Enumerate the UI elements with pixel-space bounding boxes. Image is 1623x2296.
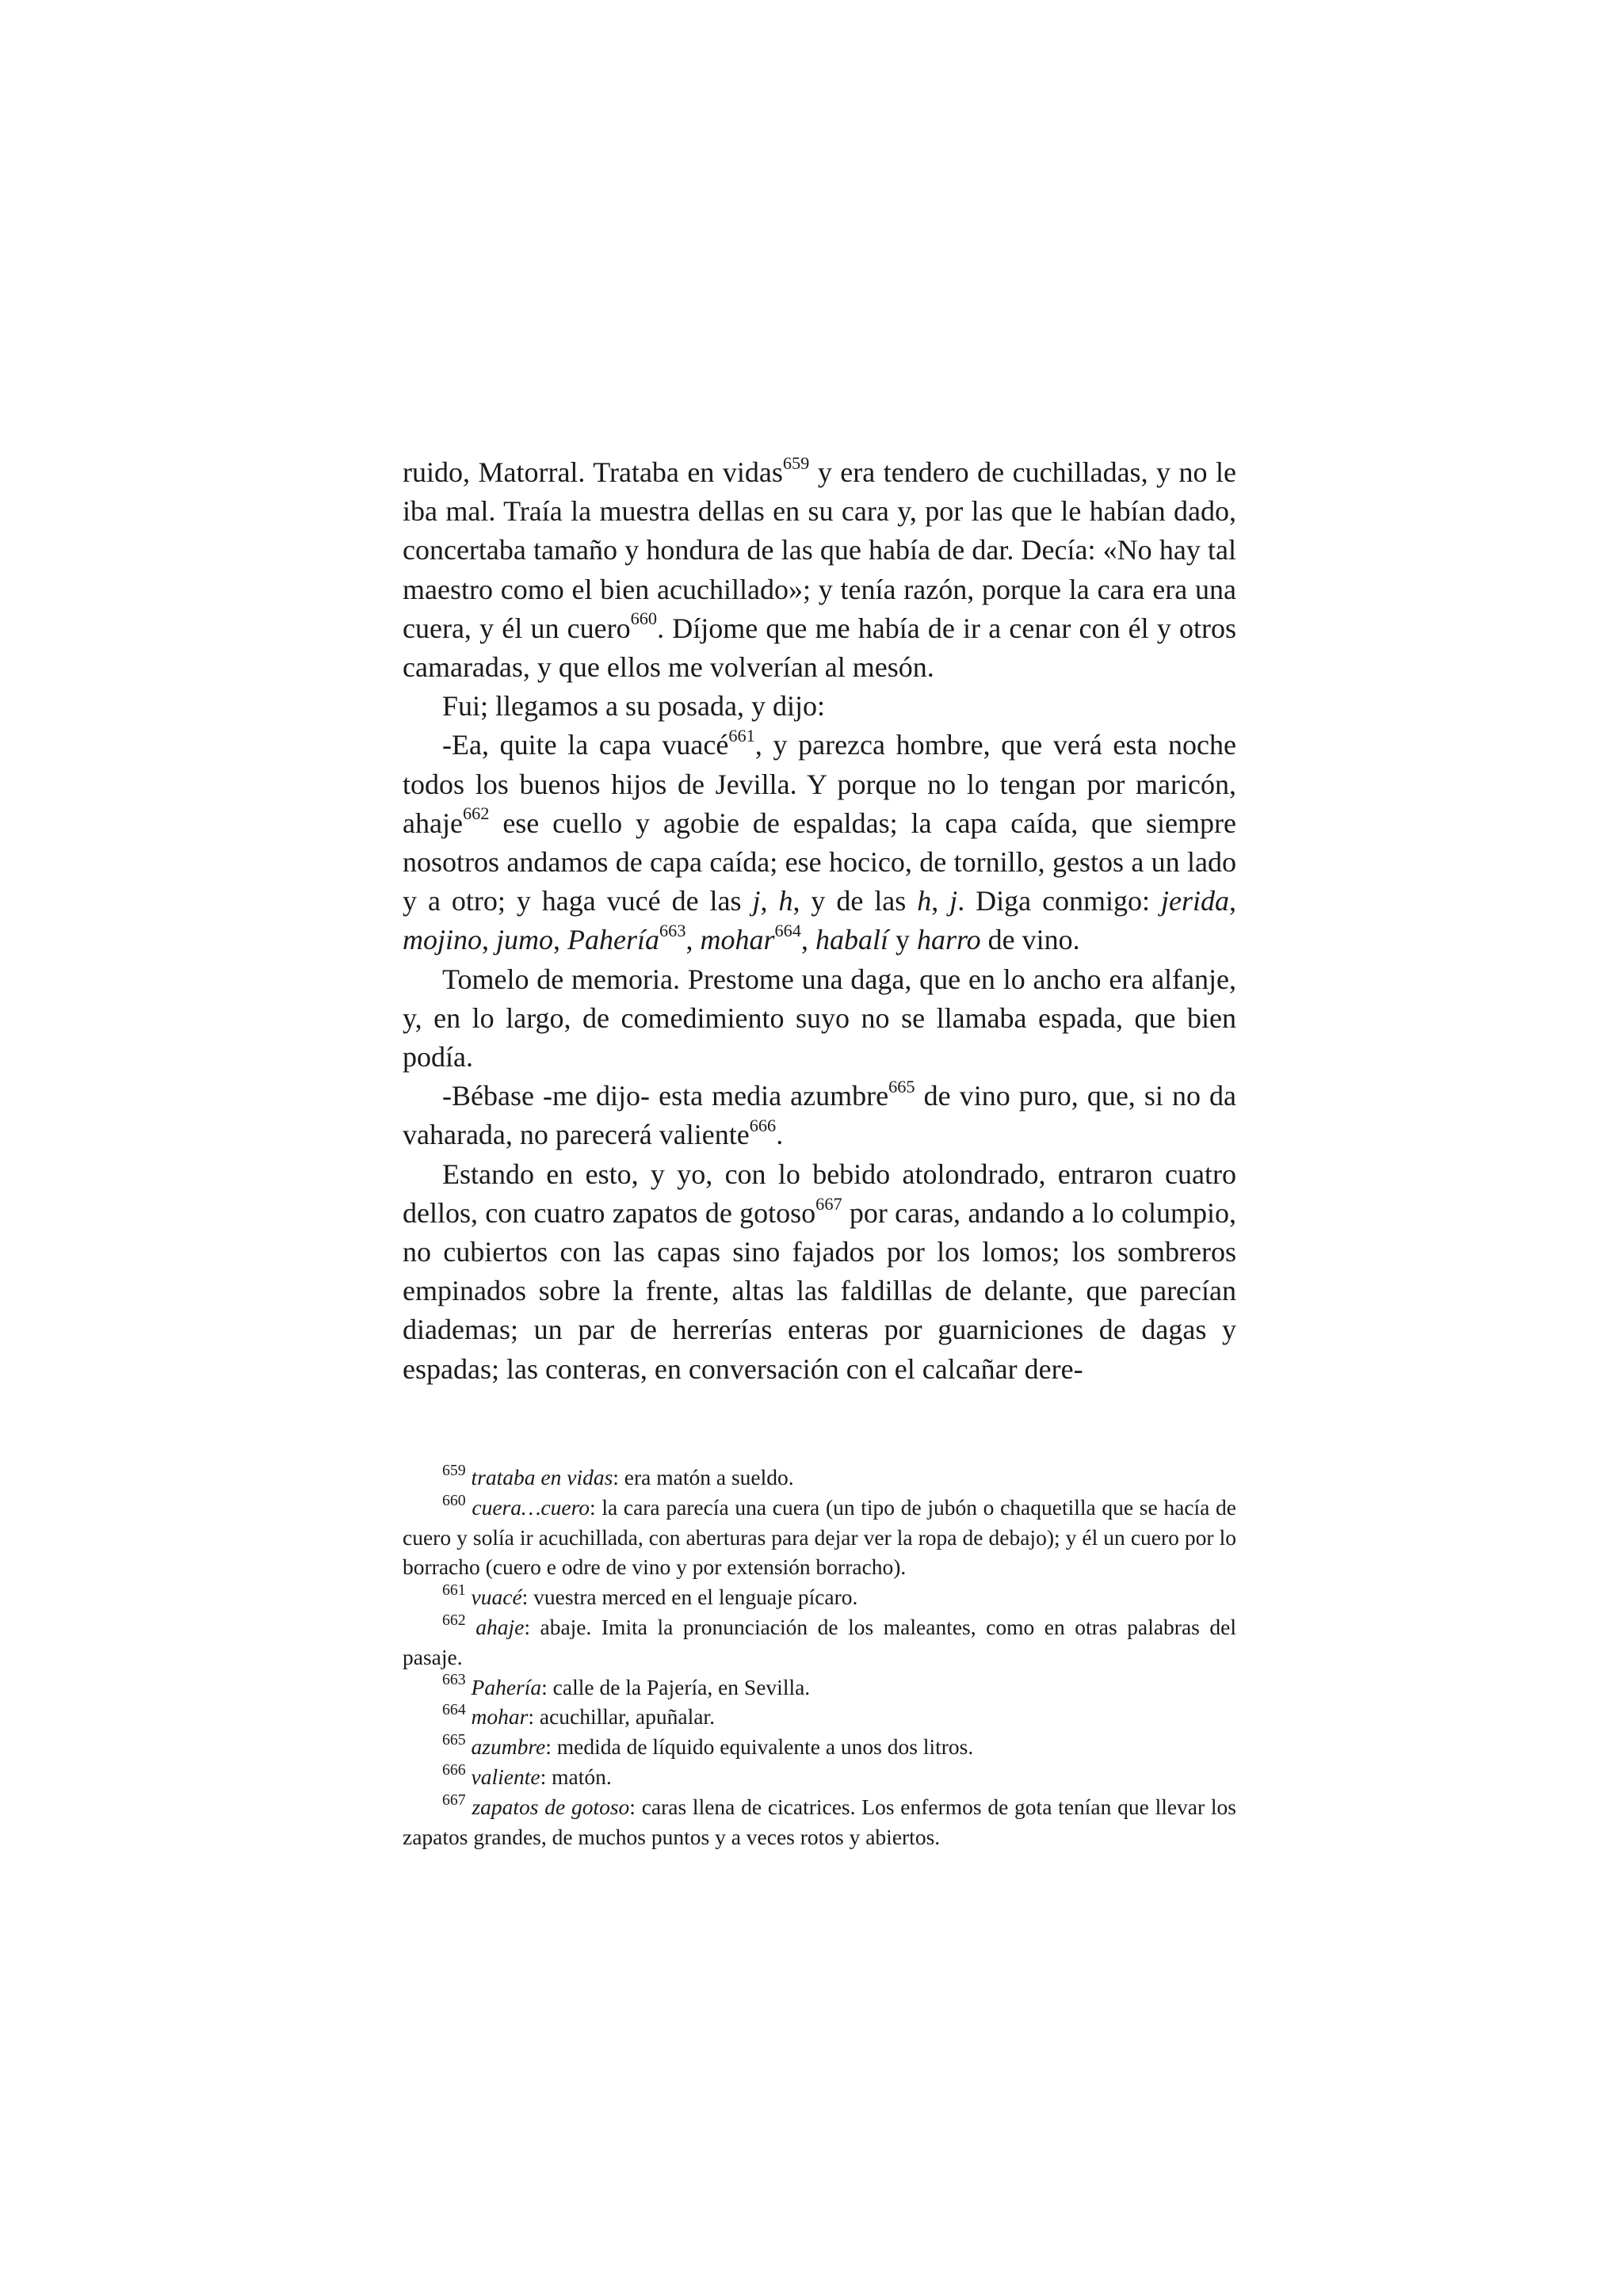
body-paragraph [403, 1077, 1236, 1154]
text-run: de vino puro, que, si no da vaharada, no parecerá valiente [403, 1080, 1236, 1151]
footnote-ref: 660 [630, 608, 658, 629]
text-run: . [776, 1119, 784, 1151]
text-run: -Bébase -me dijo- esta media azumbre [442, 1080, 889, 1112]
italic-text: Pahería [567, 924, 659, 956]
italic-text: azumbre [471, 1734, 546, 1760]
italic-text: jerida [1161, 885, 1230, 917]
text-run: , y de las [792, 885, 918, 917]
footnote-number: 660 [442, 1491, 466, 1509]
text-run: -Ea, quite la capa vuacé [442, 729, 729, 761]
text-run: , [553, 924, 568, 956]
italic-text: mohar [700, 924, 775, 956]
italic-text: cuera…cuero [472, 1494, 590, 1520]
text-run: , [685, 924, 701, 956]
footnote [403, 1762, 1236, 1792]
footnote-number: 659 [442, 1461, 466, 1479]
text-run: Tomelo de memoria. Prestome una daga, que en lo ancho era alfanje, y, en lo largo, de comedimiento suyo no se llamaba espada, que bien podía. [403, 963, 1236, 1074]
text-run: , [931, 885, 950, 917]
italic-text: j [949, 885, 958, 917]
text-run: : acuchillar, apuñalar. [528, 1704, 715, 1730]
footnote [403, 1582, 1236, 1612]
text-run: : abaje. Imita la pronunciación de los maleantes, como en otras palabras del pasaje. [403, 1614, 1236, 1669]
footnote-ref: 661 [728, 726, 755, 746]
footnote [403, 1463, 1236, 1493]
footnote-ref: 662 [462, 803, 490, 824]
text-run: : matón. [540, 1764, 612, 1789]
footnote [403, 1672, 1236, 1703]
footnote-ref: 665 [888, 1076, 915, 1097]
italic-text: habalí [815, 924, 888, 956]
text-run: , [1229, 885, 1237, 917]
italic-text: Pahería [471, 1674, 542, 1699]
text-run: Fui; llegamos a su posada, y dijo: [442, 690, 825, 723]
text-run: : caras llena de cicatrices. Los enfermos de gota tenían que llevar los zapatos grandes, de muchos puntos y a veces rotos y abiertos. [403, 1794, 1237, 1849]
text-run: Estando en esto, y yo, con lo bebido atolondrado, entraron cuatro dellos, con cuatro zapatos de gotoso [403, 1158, 1236, 1229]
italic-text: h [917, 885, 932, 917]
italic-text: mohar [471, 1704, 529, 1730]
main-text-block [403, 453, 1236, 1389]
footnote-number: 666 [442, 1760, 466, 1779]
footnote-ref: 663 [659, 921, 686, 941]
text-run: : era matón a sueldo. [613, 1465, 794, 1489]
footnote [403, 1702, 1236, 1732]
text-run: ruido, Matorral. Trataba en vidas [403, 456, 783, 488]
italic-text: trataba en vidas [471, 1465, 613, 1489]
text-run: , [800, 924, 815, 956]
text-run: y era tendero de cuchilladas, y no le iba mal. Traía la muestra dellas en su cara y, por las que le habían dado, concertaba tamaño y hondura de las que había de dar. Decía: «No hay tal maestro como el bien acuchillado»; y tenía razón, porque la cara era una cuera, y él un cuero [403, 456, 1237, 644]
footnote-number: 663 [442, 1671, 466, 1689]
footnote-number: 664 [442, 1701, 466, 1719]
text-run: : medida de líquido equivalente a unos dos litros. [545, 1734, 974, 1760]
text-run: , y parezca hombre, que verá esta noche todos los buenos hijos de Jevilla. Y porque no lo tengan por maricón, ahaje [403, 729, 1237, 839]
footnote-number: 667 [442, 1791, 466, 1809]
italic-text: zapatos de gotoso [472, 1794, 630, 1819]
body-paragraph [403, 453, 1236, 687]
text-run: de vino. [980, 924, 1080, 956]
text-run: . Díjome que me había de ir a cenar con él y otros camaradas, y que ellos me volverían al mesón. [403, 612, 1236, 684]
footnote [403, 1493, 1236, 1582]
body-paragraph [403, 687, 1236, 726]
body-paragraph [403, 726, 1236, 959]
text-run: : vuestra merced en el lenguaje pícaro. [521, 1585, 858, 1610]
italic-text: valiente [471, 1764, 540, 1789]
text-run: ese cuello y agobie de espaldas; la capa caída, que siempre nosotros andamos de capa caída; ese hocico, de tornillo, gestos a un lado y a otro; y haga vucé de las [403, 807, 1236, 917]
body-paragraph [403, 960, 1236, 1077]
footnote-number: 665 [442, 1731, 466, 1749]
footnote-ref: 666 [749, 1116, 777, 1136]
italic-text: harro [916, 924, 981, 956]
italic-text: mojino [403, 924, 483, 956]
text-run: , [482, 924, 497, 956]
text-run: y [888, 924, 917, 956]
footnote [403, 1732, 1236, 1762]
footnote-ref: 659 [782, 452, 810, 473]
italic-text: jumo [496, 924, 554, 956]
footnote [403, 1612, 1236, 1672]
footnote-number: 661 [442, 1581, 466, 1600]
text-run: : la cara parecía una cuera (un tipo de jubón o chaquetilla que se hacía de cuero y solía ir acuchillada, con aberturas para dejar ver la ropa de debajo); y él un cuero por lo borracho (cuero e odre de vino y por extensión borracho). [403, 1494, 1236, 1580]
footnotes-block [403, 1463, 1236, 1852]
italic-text: ahaje [475, 1614, 525, 1639]
italic-text: vuacé [471, 1585, 522, 1610]
italic-text: j [752, 885, 761, 917]
text-run: : calle de la Pajería, en Sevilla. [541, 1674, 811, 1699]
text-run: . Diga conmigo: [957, 885, 1162, 917]
italic-text: h [778, 885, 793, 917]
footnote-number: 662 [442, 1611, 466, 1629]
footnote-ref: 664 [774, 921, 801, 941]
text-run: por caras, andando a lo columpio, no cubiertos con las capas sino fajados por los lomos; los sombreros empinados sobre la frente, altas las faldillas de delante, que parecían diademas; un par de herrerías enteras por guarniciones de dagas y espadas; las conteras, en conversación con el calcañar dere- [403, 1196, 1237, 1385]
text-run: , [760, 885, 779, 917]
footnote [403, 1792, 1236, 1852]
body-paragraph [403, 1155, 1236, 1389]
footnote-ref: 667 [815, 1193, 842, 1214]
